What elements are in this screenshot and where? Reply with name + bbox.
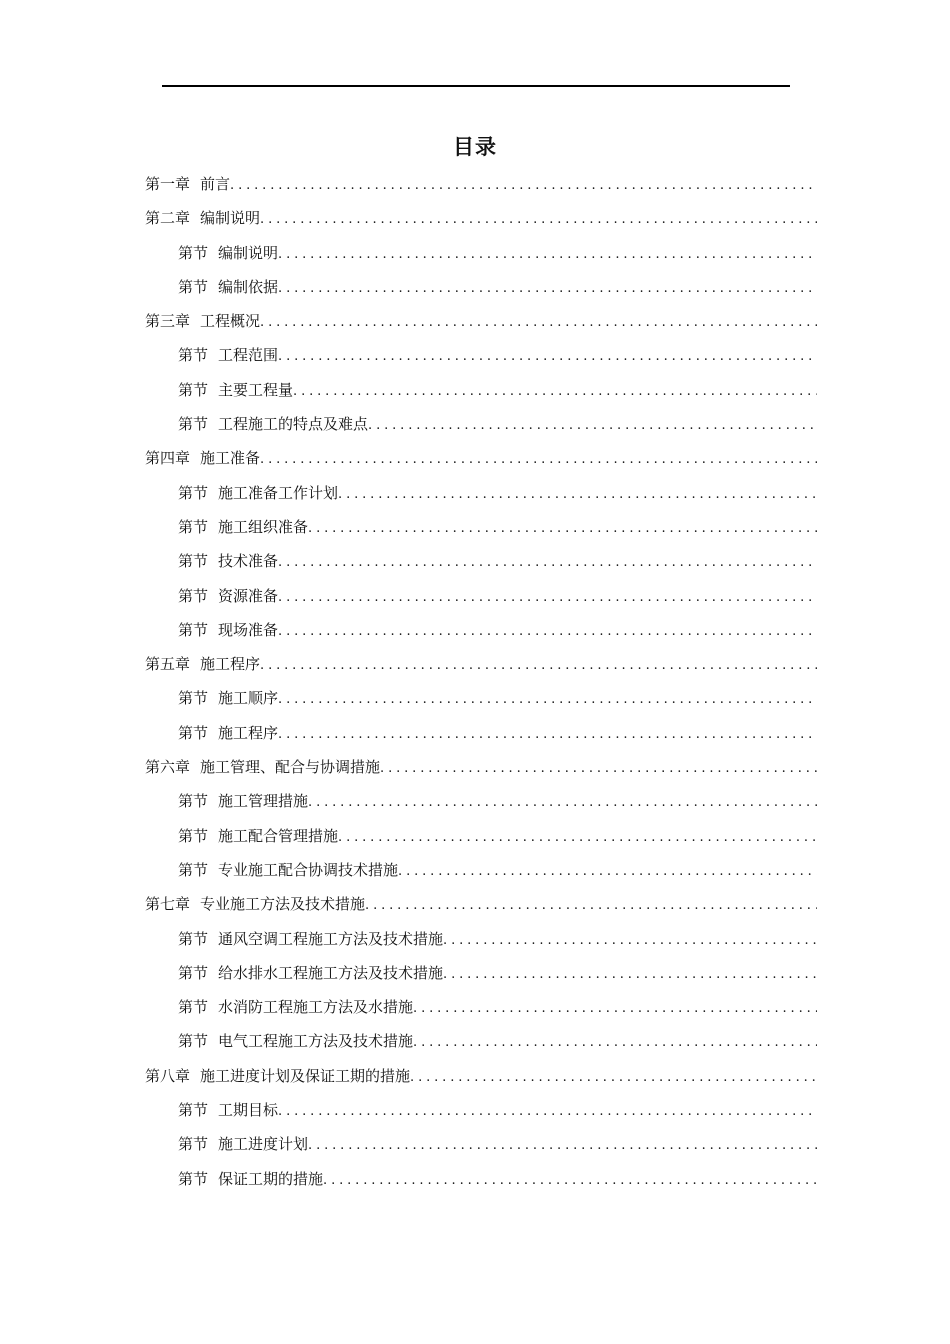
toc-entry-number: 第节 (178, 860, 209, 879)
dot-leader (413, 1030, 817, 1055)
toc-entry-number: 第三章 (145, 312, 191, 331)
dot-leader (278, 687, 817, 712)
dot-leader (365, 893, 817, 918)
toc-entry-number: 第节 (178, 277, 209, 296)
toc-section-entry[interactable] (145, 515, 817, 549)
toc-entry-title: 电气工程施工方法及技术措施 (218, 1032, 414, 1051)
toc-section-entry[interactable] (145, 378, 817, 412)
dot-leader (338, 825, 817, 850)
toc-section-entry[interactable] (145, 789, 817, 823)
toc-entry-title: 前言 (200, 175, 231, 193)
dot-leader (338, 482, 817, 507)
toc-entry-number: 第节 (178, 1101, 209, 1120)
toc-entry-number: 第节 (178, 517, 209, 536)
toc-section-entry[interactable] (145, 1132, 817, 1166)
toc-entry-number: 第节 (178, 620, 209, 639)
dot-leader (443, 928, 817, 953)
toc-chapter-entry[interactable] (145, 755, 817, 789)
toc-section-entry[interactable] (145, 721, 817, 755)
toc-entry-title: 施工准备 (200, 449, 261, 468)
toc-entry-title: 工程施工的特点及难点 (218, 415, 369, 434)
toc-entry-title: 施工组织准备 (218, 517, 309, 536)
toc-entry-title: 主要工程量 (218, 380, 294, 399)
dot-leader (278, 1099, 817, 1124)
toc-entry-number: 第节 (178, 689, 209, 708)
toc-entry-number: 第节 (178, 792, 209, 811)
toc-entry-title: 保证工期的措施 (218, 1169, 324, 1188)
toc-chapter-entry[interactable] (145, 446, 817, 480)
dot-leader (278, 344, 817, 369)
dot-leader (293, 379, 817, 404)
toc-section-entry[interactable] (145, 995, 817, 1029)
toc-entry-title: 施工管理措施 (218, 792, 309, 811)
dot-leader (410, 1065, 817, 1090)
toc-chapter-entry[interactable] (145, 1064, 817, 1098)
dot-leader (230, 173, 817, 198)
dot-leader (413, 996, 817, 1021)
toc-entry-title: 施工配合管理措施 (218, 826, 339, 845)
toc-section-entry[interactable] (145, 858, 817, 892)
toc-entry-title: 工程概况 (200, 312, 261, 331)
toc-entry-number: 第七章 (145, 895, 191, 914)
dot-leader (278, 550, 817, 575)
toc-entry-title: 施工准备工作计划 (218, 483, 339, 502)
toc-section-entry[interactable] (145, 241, 817, 275)
dot-leader (278, 722, 817, 747)
toc-entry-number: 第八章 (145, 1066, 191, 1085)
dot-leader (308, 516, 817, 541)
dot-leader (380, 756, 817, 781)
dot-leader (398, 859, 817, 884)
dot-leader (260, 447, 817, 472)
dot-leader (308, 790, 817, 815)
toc-entry-title: 资源准备 (218, 586, 279, 605)
toc-entry-number: 第节 (178, 380, 209, 399)
toc-entry-title: 施工进度计划及保证工期的措施 (200, 1066, 411, 1085)
toc-entry-title: 工程范围 (218, 346, 279, 365)
toc-entry-number: 第节 (178, 929, 209, 948)
toc-entry-title: 现场准备 (218, 620, 279, 639)
toc-entry-title: 给水排水工程施工方法及技术措施 (218, 963, 444, 982)
toc-section-entry[interactable] (145, 412, 817, 446)
toc-section-entry[interactable] (145, 549, 817, 583)
toc-entry-number: 第四章 (145, 449, 191, 468)
toc-section-entry[interactable] (145, 584, 817, 618)
toc-entry-title: 施工程序 (218, 723, 279, 742)
toc-entry-number: 第节 (178, 998, 209, 1017)
toc-section-entry[interactable] (145, 481, 817, 515)
toc-entry-title: 施工顺序 (218, 689, 279, 708)
toc-entry-number: 第节 (178, 243, 209, 262)
toc-entry-title: 编制说明 (218, 243, 279, 262)
toc-chapter-entry[interactable] (145, 172, 817, 206)
toc-entry-title: 编制依据 (218, 277, 279, 296)
page-title: 目录 (453, 135, 497, 159)
toc-entry-number: 第节 (178, 483, 209, 502)
table-of-contents (145, 172, 817, 1201)
toc-section-entry[interactable] (145, 1098, 817, 1132)
toc-entry-title: 编制说明 (200, 209, 261, 228)
toc-entry-number: 第节 (178, 415, 209, 434)
toc-section-entry[interactable] (145, 1167, 817, 1201)
toc-entry-number: 第节 (178, 963, 209, 982)
toc-entry-title: 水消防工程施工方法及水措施 (218, 998, 414, 1017)
dot-leader (278, 242, 817, 267)
dot-leader (278, 585, 817, 610)
toc-entry-number: 第节 (178, 552, 209, 571)
toc-section-entry[interactable] (145, 686, 817, 720)
dot-leader (260, 310, 817, 335)
dot-leader (278, 619, 817, 644)
dot-leader (368, 413, 817, 438)
dot-leader (278, 276, 817, 301)
dot-leader (260, 207, 817, 232)
toc-section-entry[interactable] (145, 961, 817, 995)
toc-entry-number: 第节 (178, 1135, 209, 1154)
toc-entry-title: 施工管理、配合与协调措施 (200, 758, 381, 777)
toc-entry-title: 技术准备 (218, 552, 279, 571)
toc-entry-number: 第六章 (145, 758, 191, 777)
toc-entry-title: 施工程序 (200, 655, 261, 674)
toc-chapter-entry[interactable] (145, 652, 817, 686)
toc-chapter-entry[interactable] (145, 206, 817, 240)
toc-entry-number: 第节 (178, 346, 209, 365)
toc-entry-number: 第节 (178, 826, 209, 845)
toc-section-entry[interactable] (145, 1029, 817, 1063)
toc-section-entry[interactable] (145, 927, 817, 961)
toc-entry-title: 通风空调工程施工方法及技术措施 (218, 929, 444, 948)
toc-entry-number: 第节 (178, 1032, 209, 1051)
toc-entry-number: 第一章 (145, 175, 191, 193)
toc-entry-title: 专业施工配合协调技术措施 (218, 860, 399, 879)
toc-section-entry[interactable] (145, 618, 817, 652)
header-rule (162, 85, 790, 87)
toc-entry-number: 第五章 (145, 655, 191, 674)
toc-entry-number: 第二章 (145, 209, 191, 228)
toc-entry-number: 第节 (178, 586, 209, 605)
dot-leader (443, 962, 817, 987)
toc-section-entry[interactable] (145, 343, 817, 377)
toc-entry-title: 工期目标 (218, 1101, 279, 1120)
toc-entry-title: 专业施工方法及技术措施 (200, 895, 366, 914)
toc-entry-title: 施工进度计划 (218, 1135, 309, 1154)
toc-entry-number: 第节 (178, 1169, 209, 1188)
toc-section-entry[interactable] (145, 275, 817, 309)
dot-leader (323, 1168, 817, 1193)
toc-chapter-entry[interactable] (145, 309, 817, 343)
toc-chapter-entry[interactable] (145, 892, 817, 926)
dot-leader (260, 653, 817, 678)
toc-section-entry[interactable] (145, 824, 817, 858)
dot-leader (308, 1133, 817, 1158)
toc-entry-number: 第节 (178, 723, 209, 742)
